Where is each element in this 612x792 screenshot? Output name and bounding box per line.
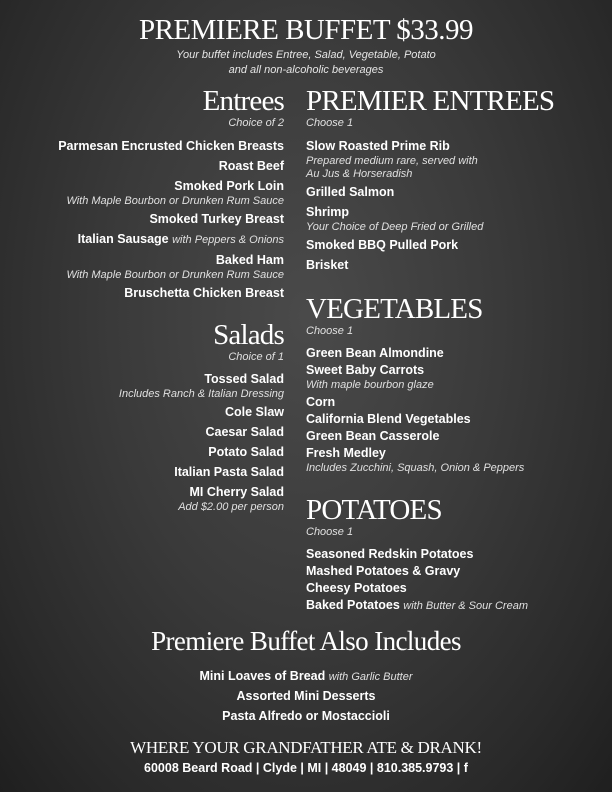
menu-item: Smoked Turkey Breast xyxy=(149,212,284,226)
menu-item: Roast Beef xyxy=(218,159,284,173)
menu-item: Cheesy Potatoes xyxy=(306,581,407,595)
potatoes-section xyxy=(306,495,528,615)
menu-item: Baked Ham xyxy=(215,253,284,267)
menu-item: Green Bean Casserole xyxy=(306,429,440,443)
buffet-description-line-2: and all non-alcoholic beverages xyxy=(228,64,384,76)
menu-item: Fresh Medley xyxy=(306,446,386,460)
menu-item: Cole Slaw xyxy=(224,405,284,419)
menu-item-inline-desc: with Peppers & Onions xyxy=(172,234,284,246)
premier-entrees-section xyxy=(306,86,554,274)
also-includes-heading: Premiere Buffet Also Includes xyxy=(151,626,461,656)
menu-item: Smoked Pork Loin xyxy=(174,179,284,193)
vegetables-choice-note: Choose 1 xyxy=(306,325,354,337)
menu-item: California Blend Vegetables xyxy=(306,412,471,426)
menu-item: Brisket xyxy=(306,258,349,272)
menu-item-desc: With Maple Bourbon or Drunken Rum Sauce xyxy=(66,269,284,281)
menu-item-desc: Au Jus & Horseradish xyxy=(306,168,413,180)
menu-item: MI Cherry Salad xyxy=(189,485,284,499)
menu-item-inline-desc: with Garlic Butter xyxy=(328,671,413,683)
footer-address: 60008 Beard Road | Clyde | MI | 48049 | 810.385.9793 | f xyxy=(144,761,468,775)
salads-section xyxy=(119,320,284,514)
entrees-section xyxy=(58,86,284,302)
page-title: PREMIERE BUFFET $33.99 xyxy=(138,14,474,46)
potatoes-choice-note: Choose 1 xyxy=(306,526,354,538)
menu-item xyxy=(58,231,284,249)
menu-item: Corn xyxy=(306,395,336,409)
menu-item-desc: Includes Ranch & Italian Dressing xyxy=(118,388,284,400)
menu-item-desc: With maple bourbon glaze xyxy=(306,379,434,391)
entrees-choice-note: Choice of 2 xyxy=(228,117,284,129)
salads-choice-note: Choice of 1 xyxy=(228,351,284,363)
menu-item-name: Mini Loaves of Bread xyxy=(199,669,326,683)
menu-item: Bruschetta Chicken Breast xyxy=(124,286,284,300)
vegetables-heading: VEGETABLES xyxy=(306,293,483,325)
menu-item: Tossed Salad xyxy=(204,372,284,386)
menu-item-desc: Add $2.00 per person xyxy=(178,501,284,513)
menu-item xyxy=(0,668,612,686)
menu-item: Grilled Salmon xyxy=(306,185,395,199)
menu-item: Green Bean Almondine xyxy=(306,346,444,360)
menu-item: Italian Pasta Salad xyxy=(174,465,284,479)
premier-entrees-heading: PREMIER ENTREES xyxy=(306,85,555,117)
menu-item: Smoked BBQ Pulled Pork xyxy=(306,238,459,252)
menu-item-name: Baked Potatoes xyxy=(306,598,400,612)
menu-item-inline-desc: with Butter & Sour Cream xyxy=(403,600,528,612)
menu-item-name: Italian Sausage xyxy=(77,232,169,246)
menu-item: Pasta Alfredo or Mostaccioli xyxy=(222,709,390,723)
menu-item-desc: Your Choice of Deep Fried or Grilled xyxy=(306,221,484,233)
menu-item: Parmesan Encrusted Chicken Breasts xyxy=(58,139,284,153)
potatoes-heading: POTATOES xyxy=(306,494,442,526)
menu-item: Slow Roasted Prime Rib xyxy=(306,139,450,153)
premier-choice-note: Choose 1 xyxy=(306,117,354,129)
menu-item: Caesar Salad xyxy=(205,425,284,439)
menu-item-desc: Includes Zucchini, Squash, Onion & Peppers xyxy=(306,462,525,474)
menu-item: Sweet Baby Carrots xyxy=(306,363,425,377)
vegetables-section xyxy=(306,294,524,475)
menu-item-desc: Prepared medium rare, served with xyxy=(306,155,478,167)
menu-item-desc: With Maple Bourbon or Drunken Rum Sauce xyxy=(66,195,284,207)
menu-item: Potato Salad xyxy=(208,445,284,459)
menu-item: Mashed Potatoes & Gravy xyxy=(306,564,461,578)
menu-item xyxy=(306,597,528,615)
footer-tagline: WHERE YOUR GRANDFATHER ATE & DRANK! xyxy=(130,738,482,757)
menu-item: Shrimp xyxy=(306,205,350,219)
menu-item: Assorted Mini Desserts xyxy=(236,689,376,703)
menu-item: Seasoned Redskin Potatoes xyxy=(306,547,474,561)
buffet-description-line-1: Your buffet includes Entree, Salad, Vegetable, Potato xyxy=(176,49,436,61)
entrees-heading: Entrees xyxy=(202,85,284,117)
salads-heading: Salads xyxy=(213,319,284,351)
